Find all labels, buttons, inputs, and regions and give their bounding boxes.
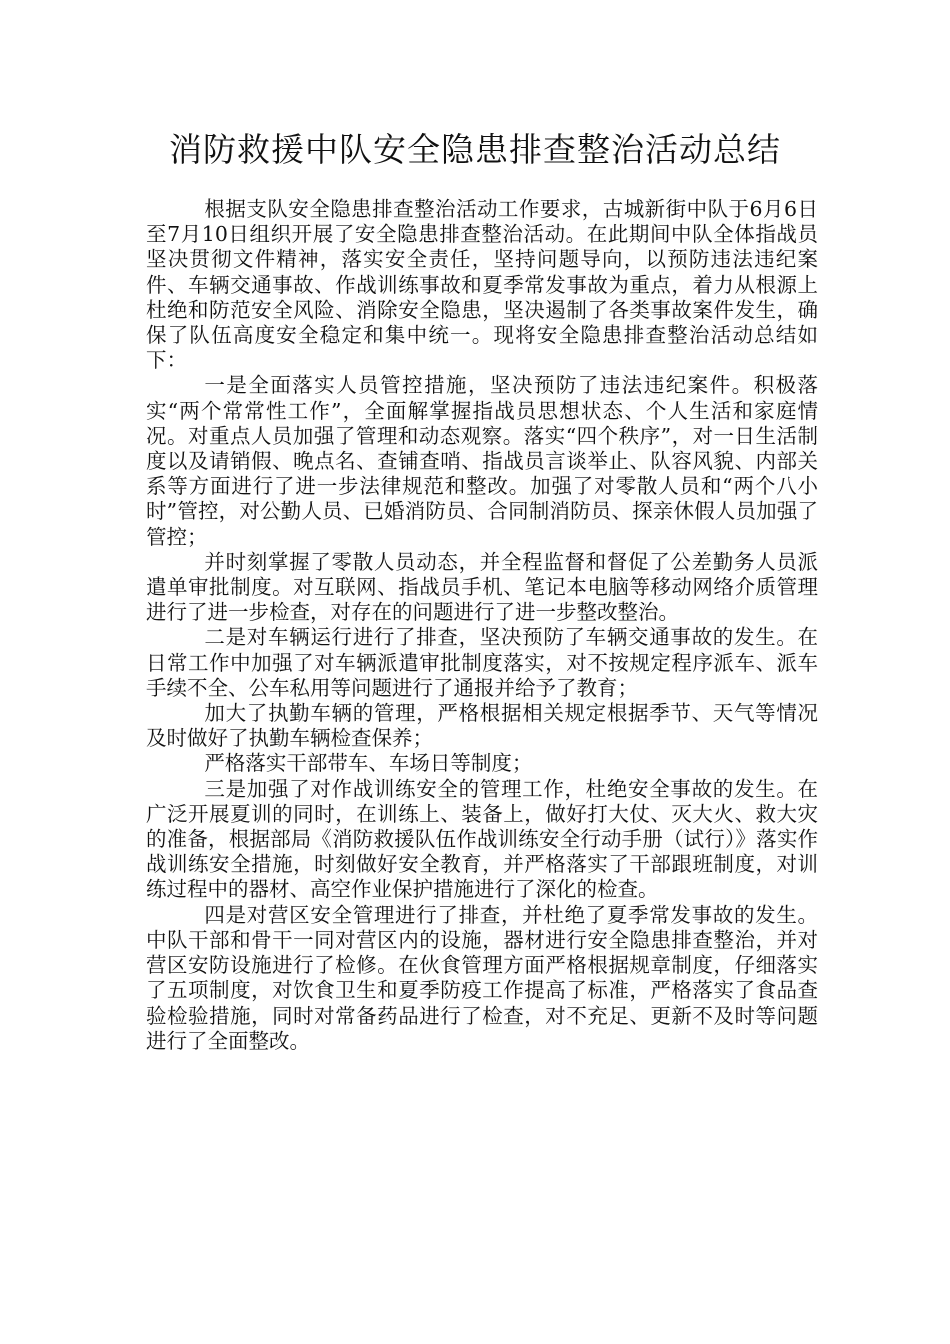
paragraph: 三是加强了对作战训练安全的管理工作，杜绝安全事故的发生。在广泛开展夏训的同时，在训练上、装备上，做好打大仗、灭大火、救大灾的准备，根据部局《消防救援队伍作战训练安全行动手册（试行）》落实作战训练安全措施，时刻做好安全教育，并严格落实了干部跟班制度，对训练过程中的器材、高空作业保护措施进行了深化的检查。 <box>146 776 818 902</box>
paragraph: 根据支队安全隐患排查整治活动工作要求，古城新街中队于6月6日至7月10日组织开展了安全隐患排查整治活动。在此期间中队全体指战员坚决贯彻文件精神，落实安全责任，坚持问题导向，以预防违法违纪案件、车辆交通事故、作战训练事故和夏季常发事故为重点，着力从根源上杜绝和防范安全风险、消除安全隐患，坚决遏制了各类事故案件发生，确保了队伍高度安全稳定和集中统一。现将安全隐患排查整治活动总结如下： <box>146 197 818 373</box>
paragraph: 并时刻掌握了零散人员动态，并全程监督和督促了公差勤务人员派遣单审批制度。对互联网、指战员手机、笔记本电脑等移动网络介质管理进行了进一步检查，对存在的问题进行了进一步整改整治。 <box>146 549 818 625</box>
paragraph: 严格落实干部带车、车场日等制度； <box>204 751 533 776</box>
document-title: 消防救援中队安全隐患排查整治活动总结 <box>169 130 781 169</box>
paragraph: 一是全面落实人员管控措施，坚决预防了违法违纪案件。积极落实“两个常常性工作”，全面解掌握指战员思想状态、个人生活和家庭情况。对重点人员加强了管理和动态观察。落实“四个秩序”，对一日生活制度以及请销假、晚点名、查铺查哨、指战员言谈举止、队容风貌、内部关系等方面进行了进一步法律规范和整改。加强了对零散人员和“两个八小时”管控，对公勤人员、已婚消防员、合同制消防员、探亲休假人员加强了管控； <box>146 373 818 549</box>
document-body <box>146 197 818 1054</box>
paragraph: 四是对营区安全管理进行了排查，并杜绝了夏季常发事故的发生。中队干部和骨干一同对营区内的设施，器材进行安全隐患排查整治，并对营区安防设施进行了检修。在伙食管理方面严格根据规章制度，仔细落实了五项制度，对饮食卫生和夏季防疫工作提高了标准，严格落实了食品查验检验措施，同时对常备药品进行了检查，对不充足、更新不及时等问题进行了全面整改。 <box>146 902 818 1053</box>
paragraph: 加大了执勤车辆的管理，严格根据相关规定根据季节、天气等情况及时做好了执勤车辆检查保养； <box>146 701 818 751</box>
paragraph: 二是对车辆运行进行了排查，坚决预防了车辆交通事故的发生。在日常工作中加强了对车辆派遣审批制度落实，对不按规定程序派车、派车手续不全、公车私用等问题进行了通报并给予了教育； <box>146 625 818 700</box>
